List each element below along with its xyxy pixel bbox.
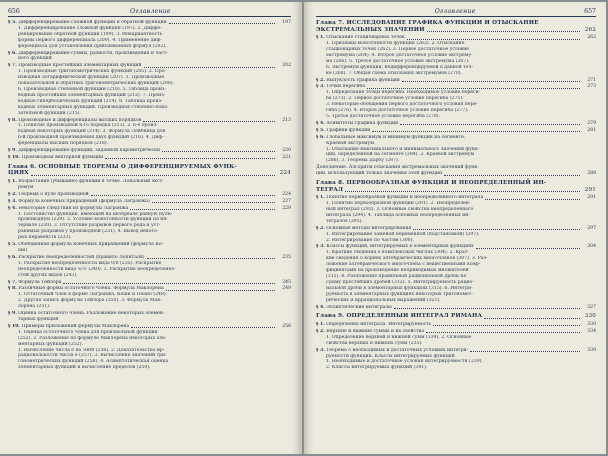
subsection-line: элементарных функций и вычисление пределов (259). [18,365,151,371]
toc-list-right [316,20,596,371]
subsection-line: ный интеграл (292). 3. Основные свойства неопределенного [326,207,474,213]
subsection-line: фициентами на произведение неприводимых множителей [326,268,469,274]
section-number: § 1. [316,195,325,201]
section-number: § 8. [8,286,17,292]
subsection-line: свойства верхних и нижних сумм (335). [326,340,423,346]
page-ref: 262 [584,26,596,33]
toc-entry-title [8,192,291,198]
page-number-right: 657 [584,8,596,15]
running-header-right [316,8,596,17]
toc-entry-title-text: § 1. Понятие первообразной функции и неопределенного интеграла [316,195,484,201]
toc-entry-title-text: § 7. Производные простейших элементарных функций [8,63,142,69]
leader-dots [402,81,580,82]
subsection-line: n-й производной произведения двух функций (216). 4. Диф- [18,135,164,141]
toc-entry-title-text: § 9. Оценка остаточного члена. Разложение некоторых элемен- [8,311,165,317]
subsection-line: гиба (276). 4. Второе достаточное условие перегиба (277). [326,108,469,114]
chapter-title-line: Глава 7. ИССЛЕДОВАНИЕ ГРАФИКА ФУНКЦИИ И ОТЫСКАНИЕ [316,20,539,26]
leader-dots [147,258,275,259]
toc-entry-title-text: § 6. Дифференцирование суммы, разности, произведения и част- [8,50,168,56]
toc-entry [8,286,291,310]
subsection-line: 1. Производные тригонометрических функций (205). 2. Про- [18,69,167,75]
page-ref: 327 [587,304,596,310]
section-number: § 10. [8,323,20,329]
leader-dots [444,175,580,176]
chapter-title-line-2 [316,27,596,34]
subsection-line: тарных функций [18,316,59,322]
subsection-line: 1. Необходимые и достаточные условия интегрируемости (339). [326,359,483,365]
section-number: § 2. [316,225,325,231]
toc-entry [8,280,291,286]
section-number: § 4. [316,304,325,310]
chapter-title-line-2-text: ЦИЯХ [8,170,29,177]
leader-dots [131,327,275,328]
toc-entry [8,192,291,198]
subsection-line: ментарных функций (252). [18,341,83,347]
subsection-line: 6. Производная степенной функции (210). 5. Таблица произ- [18,86,166,92]
chapter-title-line-2 [316,187,596,194]
toc-entry-title-text: § 5. Дифференцирование сложной функции и обратной функции [8,20,167,25]
subsection-line: производную (229). 2. Условие монотонности функции на ин- [18,217,168,223]
leader-dots [484,318,580,319]
page-ref: 291 [587,195,596,201]
page-ref: 235 [282,254,291,260]
toc-entry-title-text: § 4. Некоторые следствия из формулы Лагранжа [8,205,129,211]
toc-entry [316,78,596,84]
leader-dots [105,158,275,159]
toc-entry-subsections [8,123,291,147]
toc-entry-title-text: § 3. Теорема о необходимых и достаточных условиях интегри- [316,347,469,353]
page-ref: 262 [587,35,596,41]
page-ref: 304 [587,244,596,250]
toc-entry [8,20,291,50]
subsection-line: рических и иррациональных выражений (321). [326,297,441,303]
toc-entry-subsections [8,317,291,323]
subsection-line: ного функций [18,56,52,62]
page-ref: 279 [587,120,596,126]
toc-entry [8,324,291,371]
chapter-title-line-2-text: ТЕГРАЛ [316,186,344,193]
page-ref: 202 [282,63,291,69]
toc-entry-title [8,148,291,154]
appendix-line-2-text: ции, использующий только значения этой функции [316,171,443,177]
section-number: § 1. [316,35,325,41]
page-ref: 330 [587,322,596,328]
toc-entry-subsections [316,141,596,165]
leader-dots [407,39,580,40]
page-ref: 197 [282,20,291,25]
toc-entry-title-text: § 1. Отыскание стационарных точек [316,35,405,41]
section-number: § 3. [316,347,325,353]
section-number: § 7. [8,279,17,285]
toc-entry-subsections [8,56,291,62]
toc-entry-subsections [316,354,596,372]
toc-entry-title-text: § 7. Формула Тейлора [8,279,62,285]
chapter-heading [316,313,596,320]
section-number: § 5. [8,20,17,25]
page-ref: 273 [587,84,596,90]
subsection-line: Краевой экстремум [326,140,374,146]
subsection-line: 2. Другая запись формулы Тейлора (250). 3. Формула Мак- [18,298,162,304]
page-ref: 291 [584,186,596,193]
subsection-line: 1. Остаточный член в форме Лагранжа, Коши и Пеано (248). [18,292,168,298]
toc-entry-subsections [316,232,596,244]
subsection-line: ции, определенной на сегменте (284). 2. Краевой экстремум [326,152,475,158]
toc-entry-title-text: § 6. Глобальные максимум и минимум функции на сегменте. [316,134,466,140]
leader-dots [31,175,275,176]
leader-dots [394,308,580,309]
toc-entry-title [316,322,596,328]
toc-entry-title [8,280,291,286]
leader-dots [413,229,580,230]
toc-entry [8,311,291,323]
toc-entry-title-text: § 1. Возрастание (убывание) функции в точке. Локальный экст- [8,179,164,185]
section-number: § 8. [8,117,17,123]
subsection-line: 1. Признаки монотонности функции (262). 2. Отыскание [326,41,465,47]
page-ref: 229 [282,205,291,211]
section-number: § 2. [316,328,325,334]
toc-entry-title-text: § 3. Точки перегиба [316,84,365,90]
subsection-line: ке (268). 7. Общая схема отыскания экстремумов (270). [326,70,463,76]
toc-entry [316,35,596,76]
subsection-line: формы первого дифференциала (200). 4. Применение диф- [18,37,162,43]
toc-entry-title [8,155,291,161]
leader-dots [367,88,580,89]
leader-dots [162,151,275,152]
page-ref: 245 [282,279,291,285]
subsection-line: 1. Краткие сведения о комплексных числах (304). 2. Крат- [326,250,469,256]
toc-entry [8,155,291,161]
subsection-line: гонометрических функций (258). 4. Асимптотическая оценка [18,359,169,365]
section-number: § 5. [8,242,17,248]
toc-entry-subsections [316,90,596,120]
page-ref: 224 [282,191,291,197]
subsection-line: лорена (251). [18,304,51,310]
leader-dots [427,31,580,32]
subsection-line: 1. Вычисление числа e на ЭВМ (256). 2. Доказательство ир- [18,347,165,353]
chapter-title-line-2-text: ЭКСТРЕМАЛЬНЫХ ЗНАЧЕНИЙ [316,26,425,33]
subsection-line: 1. Определение верхней и нижней сумм (334). 2. Основные [326,334,472,340]
toc-entry-subsections [316,335,596,347]
section-number: § 3. [8,198,17,204]
toc-entry-title-text: § 6. Раскрытие неопределенностей (правило Лопиталя) [8,254,145,260]
leader-dots [470,351,580,352]
section-number: § 2. [8,191,17,197]
subsection-line: (311). 4. Разложение правильной рациональной дроби на [326,274,467,279]
subsection-line: ба (273). 2. Первое достаточное условие перегиба (275). [326,96,464,102]
subsection-line: 1. Раскрытие неопределенности вида 0/0 (235). Раскрытие [18,260,162,266]
page-ref: 256 [282,323,291,329]
page-ref: 330 [584,313,596,320]
section-number: § 6. [316,134,325,140]
section-number: § 9. [8,311,17,317]
toc-entry-subsections [8,261,291,279]
subsection-line: стей других видов (243). [18,272,78,278]
leader-dots [152,202,275,203]
subsection-line: тегралов (295). [326,218,363,224]
toc-entry-title-text: § 9. Дифференцирование функции, заданной параметрически [8,148,161,154]
toc-entry-title-text: § 3. Классы функций, интегрируемых в элементарных функциях [316,244,474,250]
toc-entry-title-text: § 4. Асимптоты графика функции [316,120,399,126]
page-ref: 288 [587,171,596,177]
toc-entry [316,128,596,134]
appendix-line-2 [316,171,596,177]
toc-entry-title-text: § 10. Производная векторной функции [8,154,104,160]
subsection-line: (252). 2. Разложение по формуле Маклорена некоторых эле- [18,335,167,341]
toc-entry-title-text: § 4. Эллиптические интегралы [316,304,392,310]
subsection-line: ренцирование обратной функции (199). 3. Инвариантность [18,31,163,37]
subsection-line: показательной и обратных тригонометрических функций (208). [18,81,175,87]
toc-entry-title [8,199,291,205]
running-title-left: Оглавление [130,8,171,15]
chapter-title-line-2 [8,170,291,177]
leader-dots [144,67,275,68]
toc-entry [316,322,596,328]
toc-entry-subsections [316,41,596,76]
page-ref: 213 [282,117,291,123]
leader-dots [91,195,275,196]
toc-entry-title [316,128,596,134]
toc-entry [8,179,291,191]
toc-entry-subsections [8,292,291,310]
subsection-line: руемости функции. Классы интегрируемых функций [326,353,455,359]
toc-entry-subsections [316,201,596,225]
leader-dots [130,209,275,210]
subsection-line: 1. Определение точки перегиба. Необходимое условие переги- [326,90,481,96]
chapter-heading [316,20,596,33]
subsection-line: водные некоторых функций (214). 3. Формула Лейбница для [18,129,166,135]
subsection-line: ремум [18,184,34,190]
toc-entry-title-text: § 10. Примеры приложений формулы Маклорена [8,323,130,329]
subsection-line: кие сведения о корнях алгебраических многочленов (307). 3. Раз- [326,256,488,262]
page-ref: 339 [587,347,596,353]
toc-entry-title-text: § 2. Выпуклость графика функции [316,77,400,83]
page-number-left: 656 [8,8,20,15]
toc-entry [8,63,291,116]
toc-entry-subsections [8,185,291,191]
subsection-line: 2. Классы интегрируемых функций (341). [326,365,428,371]
subsection-line: ложение алгебраического многочлена с вещественными коэф- [326,262,481,268]
subsection-line: ференциалы высших порядков (218). [18,141,109,147]
chapter-heading [316,180,596,193]
page-ref: 221 [282,154,291,160]
toc-entry-title [316,78,596,84]
toc-entry-title-text: § 2. Теорема о нуле производной [8,191,89,197]
section-number: § 10. [8,154,20,160]
subsection-line: водных элементарных функций. Производная степенно-пока- [18,104,169,110]
section-number: § 3. [316,84,325,90]
leader-dots [426,332,580,333]
section-number: § 6. [8,254,17,260]
toc-list-left [8,20,291,371]
subsection-line: сумму простейших дробей (312). 5. Интегрируемость рацио- [326,279,474,285]
toc-entry-subsections [8,26,291,50]
toc-entry [316,244,596,303]
subsection-line: изводная логарифмической функции (207). 3. Производные [18,75,165,81]
left-page [0,2,302,454]
page-ref: 224 [279,170,291,177]
toc-entry-title-text: § 2. Верхние и нижние суммы и их свойства [316,328,424,334]
toc-entry-title [316,305,596,311]
chapter-title-line [316,313,596,320]
subsection-line: 1. Оценка остаточного члена для произвольной функции [18,329,158,335]
subsection-line: 5. Третье достаточное условие перегиба (278). [326,113,441,119]
toc-entry [316,226,596,244]
leader-dots [143,121,275,122]
toc-entry-title-text: § 1. Определение интеграла. Интегрируемость [316,322,432,328]
section-number: § 6. [8,50,17,56]
subsection-line: водные гиперболических функций (214). 8. Таблица произ- [18,98,163,104]
toc-entry-title-text: § 5. Обобщенная формула конечных приращений (формула Ко- [8,242,164,248]
toc-entry [316,329,596,347]
page-ref: 227 [282,198,291,204]
subsection-line: стационарных точек (262). 3. Первое достаточное условие [326,47,469,52]
subsection-line: 1. Дифференцирование сложной функции (197). 2. Диффе- [18,25,162,31]
subsection-line: ференциала для установления приближенных формул (202). [18,43,167,49]
toc-entry-title [316,121,596,127]
section-number: § 4. [8,205,17,211]
page-ref: 281 [587,127,596,133]
section-number: § 3. [316,244,325,250]
toc-entry-title-text: § 8. Производные и дифференциалы высших порядков [8,117,142,123]
running-header-left [8,8,291,17]
subsection-line: водных простейших элементарных функций (212). 7. Произ- [18,92,166,98]
toc-entry-title-text: § 3. Формула конечных приращений (формула Лагранжа) [8,198,150,204]
toc-entry [316,135,596,165]
section-number: § 9. [8,148,17,154]
leader-dots [485,199,580,200]
toc-entry-subsections [8,330,291,371]
toc-entry-title-text: § 5. Графики функции [316,127,371,133]
subsection-line: экстремума (264). 4. Второе достаточное условие экстрему- [326,52,473,58]
subsection-line: неопределенности вида ∞/∞ (240). 3. Раскрытие неопределенно- [18,266,176,272]
toc-entry [316,348,596,372]
toc-entry [8,206,291,241]
toc-entry [8,255,291,279]
subsection-line: зательной функции (215). [18,110,81,116]
leader-dots [400,124,580,125]
toc-entry [316,121,596,127]
toc-entry [8,242,291,254]
chapter-title-line: Глава 6. ОСНОВНЫЕ ТЕОРЕМЫ О ДИФФЕРЕНЦИРУЕМЫХ ФУНК- [8,163,237,170]
chapter-heading [8,164,291,177]
subsection-line: 1. Понятие производной n-го порядка (213). 2. n-е произ- [18,123,158,129]
leader-dots [372,131,580,132]
page-ref: 271 [587,77,596,83]
subsection-line: рых неравенств (233). [18,235,72,241]
leader-dots [476,248,580,249]
chapter-title-line-text: Глава 9. ОПРЕДЕЛЕННЫЙ ИНТЕГРАЛ РИМАНА [316,313,483,320]
right-page [304,2,606,454]
toc-entry-title-text: § 8. Различные формы остаточного члена. Формула Маклорена [8,286,164,292]
appendix-entry [316,165,596,177]
subsection-line: нальной дроби в элементарных функциях (315). 6. Интегри- [326,285,473,291]
section-number: § 2. [316,77,325,83]
section-number: § 7. [8,63,17,69]
toc-entry-subsections [8,212,291,242]
subsection-line: 1. Отыскание максимального и минимального значений функ- [326,146,480,152]
subsection-line: 6. Экстремум функции, недифференцируемой в данной точ- [326,64,474,70]
toc-entry-subsections [8,69,291,116]
subsection-line: ранимых разрывов у производной (231). 4. Вывод некото- [18,229,159,235]
subsection-line: (286). 3. Теорема Дарбу (287). [326,158,400,164]
subsection-line: руемость в элементарных функциях некоторых тригономет- [326,291,473,297]
leader-dots [166,290,275,291]
toc-entry [316,84,596,119]
toc-entry [8,51,291,63]
subsection-line: 1. Понятие первообразной функции (291). 2. Неопределен- [326,201,471,207]
appendix-line: Дополнение. Алгоритм отыскания экстремальных значений функ- [316,165,479,171]
running-title-right: Оглавление [434,8,476,15]
subsection-line: ши) [18,248,28,253]
chapter-title-line: Глава 8. ПЕРВООБРАЗНАЯ ФУНКЦИЯ И НЕОПРЕДЕЛЕННЫЙ ИН- [316,180,547,187]
section-number: § 1. [8,179,17,185]
leader-dots [169,23,275,24]
page-ref: 220 [282,148,291,154]
subsection-line: рациональности числа e (257). 3. Вычисление значений три- [18,353,167,359]
leader-dots [433,325,580,326]
section-number: § 1. [316,322,325,328]
section-number: § 5. [316,127,325,133]
toc-entry [8,199,291,205]
leader-dots [63,283,275,284]
toc-entry [8,118,291,148]
subsection-line: ма (266). 5. Третье достаточное условие экстремума (267). [326,58,470,64]
section-number: § 4. [316,120,325,126]
toc-entry-subsections [8,248,291,254]
page-ref: 297 [587,225,596,231]
toc-entry [316,195,596,225]
toc-entry-title-text: § 2. Основные методы интегрирования [316,225,412,231]
subsection-line: тервале (230). 3. Отсутствие разрывов первого рода и уст- [18,223,161,229]
subsection-line: 1. Интегрирование заменой переменной (подстановкой) (297). [326,231,480,237]
leader-dots [345,191,580,192]
subsection-line: 2. Интегрирование по частям (300). [326,237,414,243]
toc-entry-subsections [316,250,596,303]
subsection-line: интеграла (294). 4. Таблица основных неопределенных ин- [326,212,470,218]
page-ref: 334 [587,328,596,334]
toc-entry [8,148,291,154]
toc-entry [316,305,596,311]
subsection-line: 1. Постоянство функции, имеющей на интервале равную нулю [18,211,172,217]
subsection-line: 3. Некоторые обобщения первого достаточного условия пере- [326,102,478,108]
page-ref: 249 [282,286,291,292]
